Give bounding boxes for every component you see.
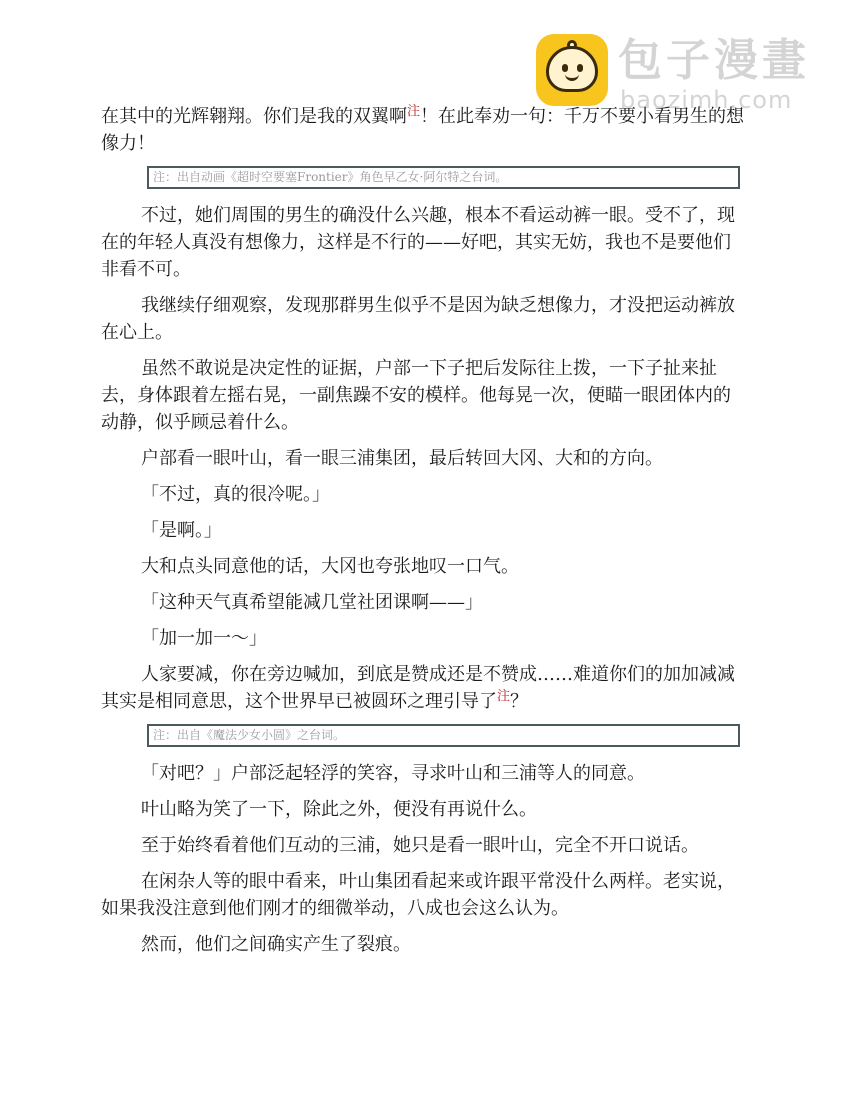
text-body xyxy=(101,103,746,967)
paragraph-2: 不过，她们周围的男生的确没什么兴趣，根本不看运动裤一眼。受不了，现在的年轻人真没有想像力，这样是不行的——好吧，其实无妨，我也不是要他们非看不可。 xyxy=(101,205,735,280)
paragraph-8: 大和点头同意他的话，大冈也夸张地叹一口气。 xyxy=(141,556,519,577)
paragraph-11-text-cont: ？ xyxy=(510,691,529,712)
footnote-marker[interactable]: 注 xyxy=(497,689,511,704)
paragraph-1-text-cont: ！在此奉劝一句：千万不要小看男生的想像力！ xyxy=(101,106,745,154)
paragraph-13: 叶山略为笑了一下，除此之外，便没有再说什么。 xyxy=(141,799,537,820)
paragraph-10: 「加一加一～」 xyxy=(141,628,267,649)
paragraph-1-text: 在其中的光辉翱翔。你们是我的双翼啊 xyxy=(101,106,407,127)
paragraph-12: 「对吧？」户部泛起轻浮的笑容，寻求叶山和三浦等人的同意。 xyxy=(141,763,645,784)
paragraph-11 xyxy=(101,661,746,715)
paragraph-5: 户部看一眼叶山，看一眼三浦集团，最后转回大冈、大和的方向。 xyxy=(141,448,663,469)
watermark-url: baozimh.com xyxy=(620,86,793,114)
paragraph-9: 「这种天气真希望能减几堂社团课啊——」 xyxy=(141,592,483,613)
footnote-marker[interactable]: 注 xyxy=(407,104,421,119)
paragraph-6: 「不过，真的很冷呢。」 xyxy=(141,484,330,505)
watermark-name: 包子漫畫 xyxy=(618,35,810,86)
paragraph-14: 至于始终看着他们互动的三浦，她只是看一眼叶山，完全不开口说话。 xyxy=(141,835,699,856)
paragraph-3: 我继续仔细观察，发现那群男生似乎不是因为缺乏想像力，才没把运动裤放在心上。 xyxy=(101,295,735,343)
paragraph-11-text: 人家要减，你在旁边喊加，到底是赞成还是不赞成……难道你们的加加减减其实是相同意思，这个世界早已被圆环之理引导了 xyxy=(101,664,735,712)
paragraph-15: 在闲杂人等的眼中看来，叶山集团看起来或许跟平常没什么两样。老实说，如果我没注意到他们刚才的细微举动，八成也会这么认为。 xyxy=(101,871,735,919)
bun-mascot-icon xyxy=(536,34,608,106)
paragraph-4: 虽然不敢说是决定性的证据，户部一下子把后发际往上拨，一下子扯来扯去，身体跟着左摇右晃，一副焦躁不安的模样。他每晃一次，便瞄一眼团体内的动静，似乎顾忌着什么。 xyxy=(101,358,731,433)
paragraph-1 xyxy=(101,103,746,157)
paragraph-7: 「是啊。」 xyxy=(141,520,222,541)
footnote-box-2: 注：出自《魔法少女小圆》之台词。 xyxy=(147,724,740,747)
paragraph-16: 然而，他们之间确实产生了裂痕。 xyxy=(141,934,411,955)
footnote-box-1: 注：出自动画《超时空要塞Frontier》角色早乙女·阿尔特之台词。 xyxy=(147,166,740,189)
watermark-logo xyxy=(536,34,826,114)
